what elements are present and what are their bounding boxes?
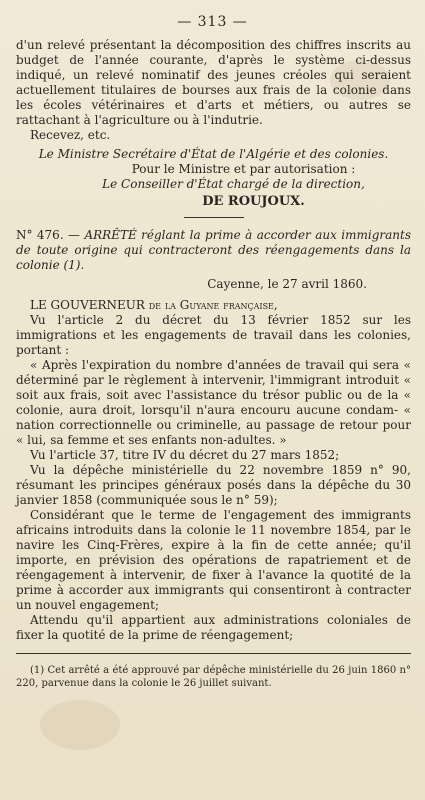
attendu-paragraph: Attendu qu'il appartient aux administrations coloniales de fixer la quotité de la prime de réengagement;	[16, 613, 411, 642]
vu-paragraph-2: Vu l'article 37, titre IV du décret du 27 mars 1852;	[30, 448, 340, 462]
page-number: — 313 —	[177, 14, 248, 30]
decree-title: ARRÊTÉ réglant la prime à accorder aux immigrants de toute origine qui contracteront des réengagements dans la colonie (1).	[16, 228, 411, 272]
closing-line: Recevez, etc.	[30, 128, 111, 142]
minister-line: Le Ministre Secrétaire d'État de l'Algérie et des colonies.	[38, 147, 389, 161]
counselor-line: Le Conseiller d'État chargé de la direction,	[102, 177, 365, 191]
quoted-article: « Après l'expiration du nombre d'années de travail qui sera « déterminé par le règlement à intervenir, l'immigrant introduit « soit aux frais, soit avec l'assistance du trésor public ou de la « colonie, aura droit, lorsqu'il n'aura encouru aucune condam- « nation correctionnelle ou criminelle, au passage de retour pour « lui, sa femme et ses enfants non-adultes. »	[16, 358, 411, 447]
by-order-line: Pour le Ministre et par autorisation :	[131, 162, 356, 176]
intro-paragraph: d'un relevé présentant la décomposition des chiffres inscrits au budget de l'année courante, d'après le système ci-dessus indiqué, un relevé nominatif des jeunes créoles qui seraient actuellement titulaires de bourses aux frais de la colonie dans les écoles vétérinaires et d'arts et métiers, ou autres se rattachant à l'agriculture ou à l'indutrie.	[16, 38, 411, 127]
paper-stain	[40, 700, 120, 750]
footnote-divider	[16, 653, 411, 654]
vu-paragraph-1: Vu l'article 2 du décret du 13 février 1852 sur les immigrations et les engagements de travail dans les colonies, portant :	[16, 313, 411, 357]
vu-paragraph-3: Vu la dépêche ministérielle du 22 novembre 1859 n° 90, résumant les principes généraux posés dans la dépêche du 30 janvier 1858 (communiquée sous le n° 59);	[16, 463, 411, 507]
governor-opening: LE GOUVERNEUR de la Guyane française,	[30, 298, 278, 312]
section-divider	[184, 217, 244, 218]
footnote: (1) Cet arrêté a été approuvé par dépêche ministérielle du 26 juin 1860 n° 220, parvenue dans la colonie le 26 juillet suivant.	[16, 665, 411, 689]
decree-heading	[16, 228, 411, 273]
considerant-paragraph: Considérant que le terme de l'engagement des immigrants africains introduits dans la colonie le 11 novembre 1854, par le navire les Cinq-Frères, expire à la fin de cette année; qu'il importe, en prévision des opérations de rapatriement et de réengagement à intervenir, de fixer à l'avance la quotité de la prime à accorder aux immigrants qui consentiront à contracter un nouvel engagement;	[16, 508, 411, 612]
decree-date: Cayenne, le 27 avril 1860.	[207, 277, 367, 291]
signature-block	[16, 147, 411, 209]
page-body	[16, 38, 411, 700]
decree-number: N° 476. —	[16, 228, 81, 242]
signatory-name: DE ROUJOUX.	[202, 194, 305, 209]
